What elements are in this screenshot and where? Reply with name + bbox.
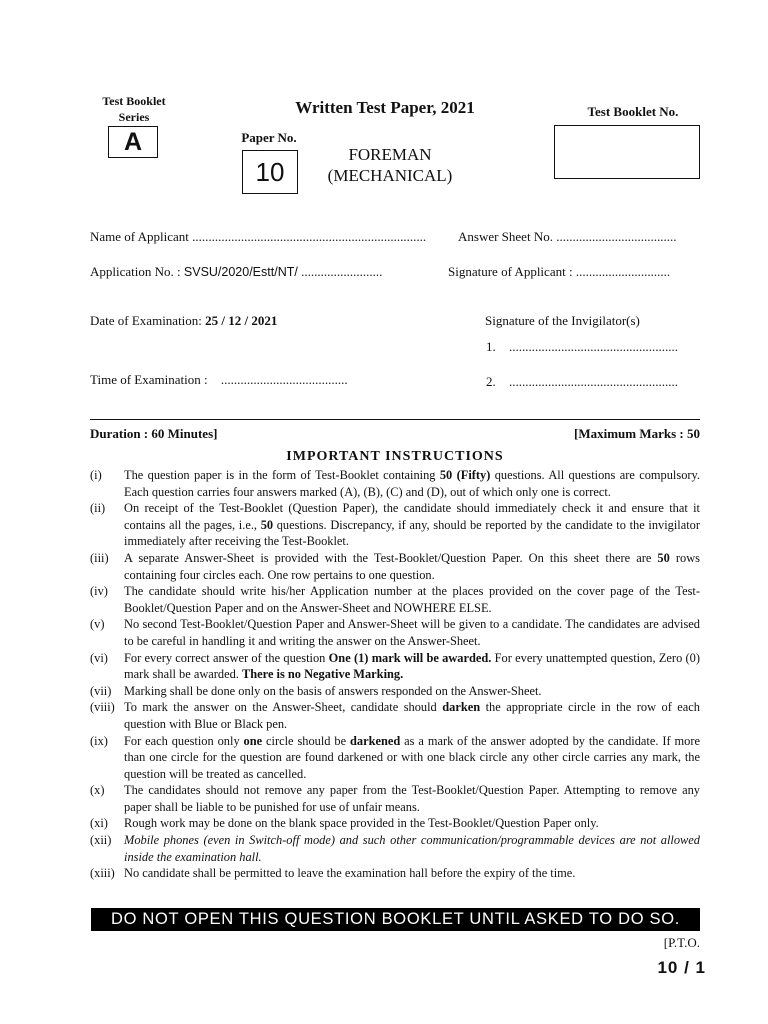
name-of-applicant-dots: ........................................................................ — [192, 229, 427, 244]
invigilator-2-dots: .................................................... — [509, 374, 678, 389]
answer-sheet-no-label: Answer Sheet No. — [458, 229, 553, 244]
name-of-applicant-label: Name of Applicant — [90, 229, 189, 244]
instruction-text: No second Test-Booklet/Question Paper and Answer-Sheet will be given to a candidate. The candidates are advised to be careful in handling it and writing the answer on the Answer-Sheet. — [124, 617, 700, 648]
instruction-number: (vi) — [90, 650, 108, 665]
instruction-text: Marking shall be done only on the basis of answers responded on the Answer-Sheet. — [124, 683, 542, 698]
instruction-item — [90, 699, 700, 732]
subject-line-2: (MECHANICAL) — [327, 166, 453, 185]
invigilator-1-number: 1. — [486, 339, 496, 354]
test-booklet-no-label: Test Booklet No. — [587, 104, 679, 119]
instruction-text: Rough work may be done on the blank space provided in the Test-Booklet/Question Paper only. — [124, 816, 599, 831]
instruction-number: (xiii) — [90, 866, 115, 881]
duration-label: Duration : 60 Minutes] — [90, 426, 218, 441]
instructions-list — [90, 467, 700, 882]
invigilator-2-number: 2. — [486, 374, 496, 389]
time-of-examination-dots: ....................................... — [220, 372, 348, 387]
subject-title — [316, 144, 464, 186]
do-not-open-banner: DO NOT OPEN THIS QUESTION BOOKLET UNTIL ASKED TO DO SO. — [91, 908, 700, 931]
instruction-text: For each question only one circle should be darkened as a mark of the answer adopted by the candidate. If more than one circle for the question are found darkened or with one black circle any other circle carries any mark, the question will be treated as cancelled. — [124, 733, 700, 781]
instruction-item — [90, 815, 700, 832]
application-no-value: SVSU/2020/Estt/NT/ — [183, 265, 298, 279]
instructions-heading: IMPORTANT INSTRUCTIONS — [286, 449, 504, 464]
series-box: A — [108, 126, 158, 158]
date-of-examination-label: Date of Examination: — [90, 313, 202, 328]
paper-no-box: 10 — [242, 150, 298, 194]
name-of-applicant-field[interactable] — [90, 229, 426, 245]
instruction-number: (vii) — [90, 683, 112, 698]
instruction-item — [90, 550, 700, 583]
instruction-item — [90, 733, 700, 783]
time-of-examination-field[interactable] — [90, 372, 348, 388]
instruction-number: (xi) — [90, 816, 108, 831]
answer-sheet-no-dots: ..................................... — [556, 229, 677, 244]
instruction-item — [90, 500, 700, 550]
instruction-text: For every correct answer of the question One (1) mark will be awarded. For every unattempted question, Zero (0) mark shall be awarded. There is no Negative Marking. — [124, 650, 700, 682]
date-of-examination-field — [90, 313, 277, 329]
instruction-item — [90, 865, 700, 882]
instruction-item — [90, 616, 700, 649]
instruction-text: To mark the answer on the Answer-Sheet, candidate should darken the appropriate circle in the row of each question with Blue or Black pen. — [124, 700, 701, 731]
invigilator-signature-1[interactable] — [486, 339, 678, 355]
instruction-item — [90, 683, 700, 700]
application-no-dots: ......................... — [301, 264, 383, 279]
page-number: 10 / 1 — [657, 958, 706, 977]
instruction-item — [90, 650, 700, 683]
signature-of-applicant-label: Signature of Applicant : — [448, 264, 573, 279]
application-no-label: Application No. : — [90, 264, 181, 279]
subject-line-1: FOREMAN — [348, 145, 432, 164]
instruction-number: (v) — [90, 617, 105, 632]
instruction-number: (ix) — [90, 733, 108, 748]
instruction-item — [90, 782, 700, 815]
instruction-number: (x) — [90, 783, 105, 798]
instruction-text: The candidates should not remove any paper from the Test-Booklet/Question Paper. Attempting to remove any paper shall be liable to be punished for use of unfair means. — [124, 783, 700, 814]
time-of-examination-label: Time of Examination : — [90, 372, 208, 387]
test-booklet-series-label: Test Booklet Series — [102, 94, 166, 124]
instruction-number: (iv) — [90, 584, 108, 599]
invigilator-signature-label: Signature of the Invigilator(s) — [485, 313, 640, 328]
instruction-text: The question paper is in the form of Test-Booklet containing 50 (Fifty) questions. All questions are compulsory. Each question carries four answers marked (A), (B), (C) and (D), out of which only one is correct. — [124, 468, 700, 499]
date-of-examination-value: 25 / 12 / 2021 — [205, 313, 278, 328]
paper-no-label: Paper No. — [241, 130, 297, 145]
pto-label: [P.T.O. — [663, 935, 700, 950]
instruction-number: (iii) — [90, 550, 109, 565]
instruction-text: Mobile phones (even in Switch-off mode) and such other communication/programmable devices are not allowed inside the examination hall. — [124, 833, 700, 864]
answer-sheet-no-field[interactable] — [458, 229, 676, 245]
application-no-field[interactable] — [90, 264, 382, 280]
signature-of-applicant-dots: ............................. — [575, 264, 671, 279]
invigilator-signature-2[interactable] — [486, 374, 678, 390]
instruction-number: (ii) — [90, 501, 106, 516]
page-title: Written Test Paper, 2021 — [295, 98, 475, 117]
invigilator-1-dots: .................................................... — [509, 339, 678, 354]
divider-rule — [90, 419, 700, 420]
test-booklet-no-box[interactable] — [554, 125, 700, 179]
maximum-marks-label: [Maximum Marks : 50 — [573, 426, 700, 441]
instruction-text: A separate Answer-Sheet is provided with the Test-Booklet/Question Paper. On this sheet there are 50 rows containing four circles each. One row pertains to one question. — [124, 550, 700, 582]
instruction-text: No candidate shall be permitted to leave the examination hall before the expiry of the time. — [124, 866, 576, 881]
instruction-number: (i) — [90, 468, 102, 482]
signature-of-applicant-field[interactable] — [448, 264, 670, 280]
instruction-item — [90, 583, 700, 616]
instruction-text: The candidate should write his/her Application number at the places provided on the cover page of the Test-Booklet/Question Paper and on the Answer-Sheet and NOWHERE ELSE. — [124, 584, 700, 615]
instruction-item — [90, 467, 700, 500]
instruction-text: On receipt of the Test-Booklet (Question Paper), the candidate should immediately check it and ensure that it contains all the pages, i.e., 50 questions. Discrepancy, if any, should be reported by the candidate to the invigilator immediately after receiving the Test-Booklet. — [124, 501, 700, 549]
instruction-number: (xii) — [90, 833, 112, 848]
instruction-item — [90, 832, 700, 865]
instruction-number: (viii) — [90, 700, 115, 715]
